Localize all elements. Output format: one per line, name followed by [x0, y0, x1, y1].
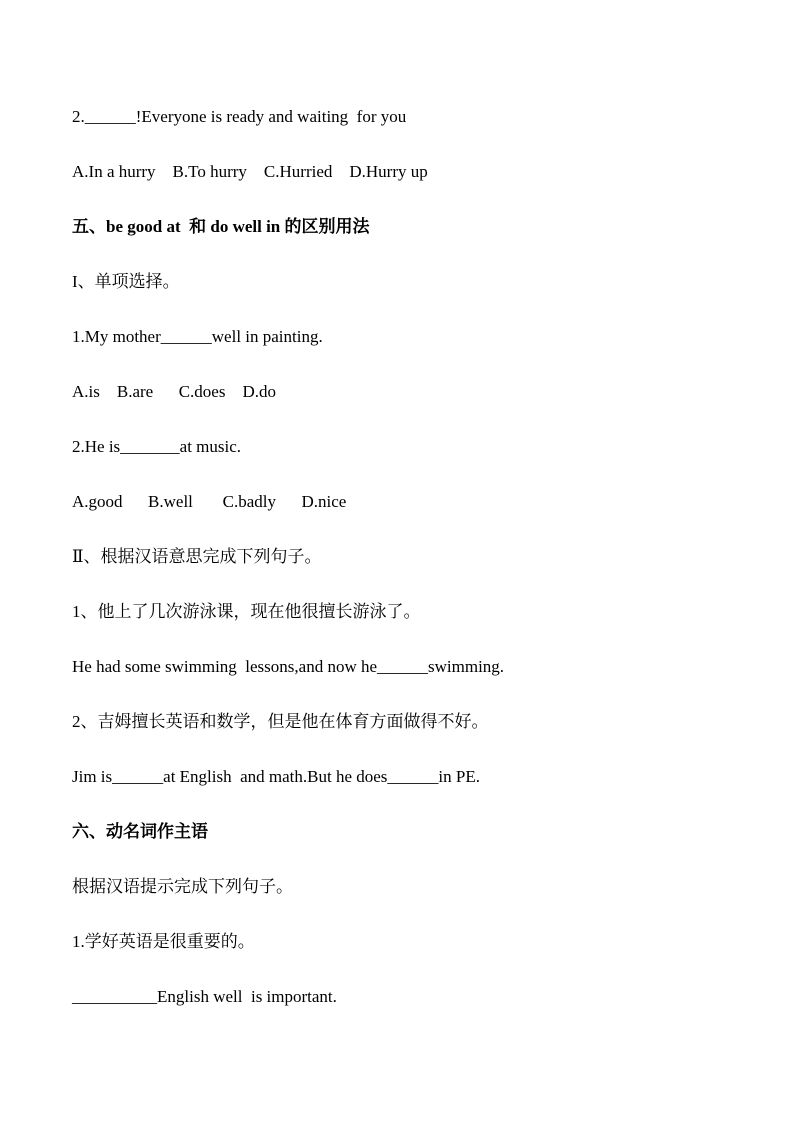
section-6-instruction: 根据汉语提示完成下列句子。 [72, 877, 293, 896]
question-2-music: 2.He is_______at music. [72, 437, 242, 456]
options-question-2: A.good B.well C.badly D.nice [72, 492, 347, 511]
chinese-sentence-2: 2、吉姆擅长英语和数学，但是他在体育方面做得不好。 [72, 712, 489, 731]
question-1-mother: 1.My mother______well in painting. [72, 327, 323, 346]
english-sentence-1: He had some swimming lessons,and now he______swimming. [72, 657, 505, 676]
section-6-heading: 六、动名词作主语 [72, 822, 208, 841]
chinese-sentence-3: 1.学好英语是很重要的。 [72, 932, 255, 951]
options-hurry: A.In a hurry B.To hurry C.Hurried D.Hurry up [72, 162, 428, 181]
part-2-instruction: Ⅱ、根据汉语意思完成下列句子。 [72, 547, 322, 566]
chinese-sentence-1: 1、他上了几次游泳课，现在他很擅长游泳了。 [72, 602, 421, 621]
options-question-1: A.is B.are C.does D.do [72, 382, 276, 401]
english-sentence-2: Jim is______at English and math.But he does______in PE. [72, 767, 480, 786]
question-2-hurry: 2.______!Everyone is ready and waiting for you [72, 107, 407, 126]
part-1-instruction: I、单项选择。 [72, 272, 180, 291]
english-sentence-3: __________English well is important. [72, 987, 337, 1006]
section-5-heading: 五、be good at 和 do well in 的区别用法 [72, 217, 370, 236]
